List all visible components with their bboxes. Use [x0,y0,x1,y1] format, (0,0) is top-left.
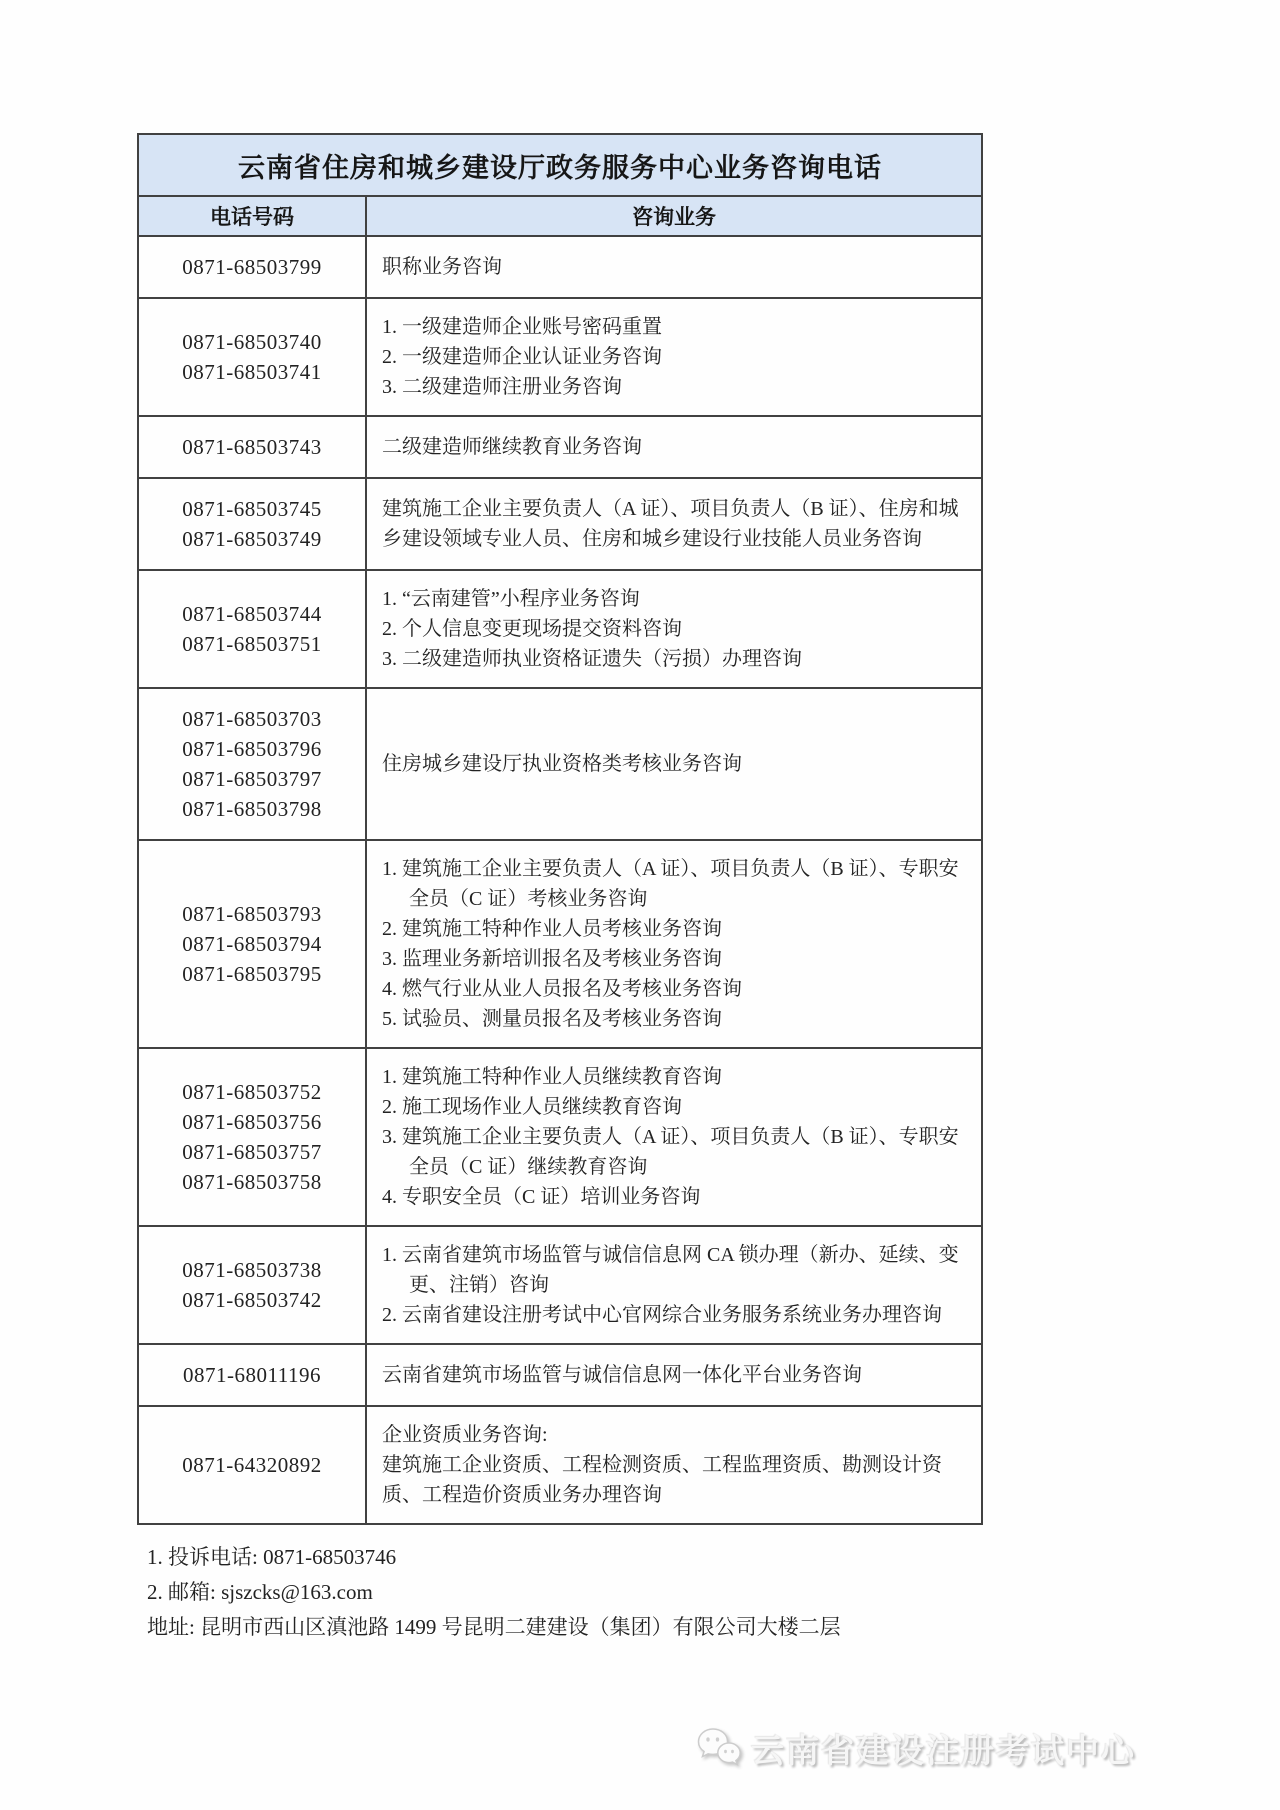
phone-number: 0871-68503758 [182,1170,322,1194]
table-row [138,298,982,416]
wechat-icon [696,1727,742,1769]
phone-cell [138,1048,366,1226]
service-item: 1. 建筑施工企业主要负责人（A 证）、项目负责人（B 证）、专职安全员（C 证）考核业务咨询 [382,858,959,910]
phone-number: 0871-68011196 [183,1363,321,1387]
phone-number: 0871-68503796 [182,737,322,761]
email-note: 2. 邮箱: sjszcks@163.com [147,1580,373,1604]
column-header-phone: 电话号码 [138,196,366,236]
phone-directory-table [137,133,983,1525]
service-item: 2. 个人信息变更现场提交资料咨询 [382,618,682,640]
service-cell [366,236,982,298]
phone-number: 0871-68503752 [182,1080,322,1104]
phone-number: 0871-68503799 [182,255,322,279]
page-title: 云南省住房和城乡建设厅政务服务中心业务咨询电话 [138,134,982,196]
phone-cell [138,478,366,570]
phone-cell [138,840,366,1048]
table-row [138,1406,982,1524]
table-row [138,840,982,1048]
table-row [138,416,982,478]
phone-cell [138,1344,366,1406]
phone-cell [138,298,366,416]
service-cell [366,570,982,688]
footer-notes [147,1540,841,1645]
title-row [138,134,982,196]
phone-number: 0871-68503741 [182,360,322,384]
service-cell [366,1226,982,1344]
service-item: 2. 施工现场作业人员继续教育咨询 [382,1096,682,1118]
table-row [138,1226,982,1344]
service-item: 1. “云南建管”小程序业务咨询 [382,588,640,610]
service-cell [366,1344,982,1406]
service-item: 3. 二级建造师注册业务咨询 [382,376,622,398]
service-item: 1. 一级建造师企业账号密码重置 [382,316,662,338]
phone-number: 0871-68503756 [182,1110,322,1134]
service-item: 3. 监理业务新培训报名及考核业务咨询 [382,948,722,970]
phone-number: 0871-68503703 [182,707,322,731]
phone-number: 0871-68503745 [182,497,322,521]
phone-number: 0871-68503751 [182,632,322,656]
phone-number: 0871-68503798 [182,797,322,821]
service-cell [366,298,982,416]
table-row [138,478,982,570]
service-cell [366,1406,982,1524]
phone-number: 0871-68503743 [182,435,322,459]
phone-number: 0871-68503793 [182,902,322,926]
service-cell [366,1048,982,1226]
table-row [138,236,982,298]
phone-number: 0871-68503740 [182,330,322,354]
service-item: 4. 专职安全员（C 证）培训业务咨询 [382,1186,701,1208]
service-cell [366,416,982,478]
phone-number: 0871-64320892 [182,1453,322,1477]
service-item: 职称业务咨询 [382,256,502,278]
service-item: 5. 试验员、测量员报名及考核业务咨询 [382,1008,722,1030]
address-note: 地址: 昆明市西山区滇池路 1499 号昆明二建建设（集团）有限公司大楼二层 [147,1615,841,1639]
complaint-phone-note: 1. 投诉电话: 0871-68503746 [147,1545,397,1569]
phone-number: 0871-68503738 [182,1258,322,1282]
table-row [138,570,982,688]
service-item: 4. 燃气行业从业人员报名及考核业务咨询 [382,978,742,1000]
phone-cell [138,570,366,688]
phone-number: 0871-68503742 [182,1288,322,1312]
service-item: 二级建造师继续教育业务咨询 [382,436,642,458]
service-cell [366,478,982,570]
table-body [138,236,982,1524]
phone-number: 0871-68503795 [182,962,322,986]
service-item: 企业资质业务咨询: [382,1424,548,1446]
service-item: 1. 云南省建筑市场监管与诚信信息网 CA 锁办理（新办、延续、变更、注销）咨询 [382,1244,959,1296]
watermark-text: 云南省建设注册考试中心 [751,1733,1136,1770]
phone-number: 0871-68503744 [182,602,322,626]
phone-number: 0871-68503757 [182,1140,322,1164]
phone-cell [138,1406,366,1524]
service-cell [366,688,982,840]
service-cell [366,840,982,1048]
service-item: 3. 二级建造师执业资格证遗失（污损）办理咨询 [382,648,802,670]
table-row [138,1344,982,1406]
phone-number: 0871-68503797 [182,767,322,791]
service-item: 2. 建筑施工特种作业人员考核业务咨询 [382,918,722,940]
service-item: 云南省建筑市场监管与诚信信息网一体化平台业务咨询 [382,1364,862,1386]
phone-cell [138,236,366,298]
header-row [138,196,982,236]
service-item: 住房城乡建设厅执业资格类考核业务咨询 [382,753,742,775]
phone-number: 0871-68503794 [182,932,322,956]
phone-cell [138,416,366,478]
service-item: 2. 一级建造师企业认证业务咨询 [382,346,662,368]
service-item: 3. 建筑施工企业主要负责人（A 证）、项目负责人（B 证）、专职安全员（C 证）继续教育咨询 [382,1126,959,1178]
service-item: 建筑施工企业主要负责人（A 证）、项目负责人（B 证）、住房和城乡建设领域专业人员、住房和城乡建设行业技能人员业务咨询 [382,498,959,550]
watermark [696,1722,1136,1774]
phone-cell [138,688,366,840]
service-item: 2. 云南省建设注册考试中心官网综合业务服务系统业务办理咨询 [382,1304,942,1326]
phone-cell [138,1226,366,1344]
table-row [138,688,982,840]
service-item: 建筑施工企业资质、工程检测资质、工程监理资质、勘测设计资质、工程造价资质业务办理咨询 [382,1454,942,1506]
table-row [138,1048,982,1226]
service-item: 1. 建筑施工特种作业人员继续教育咨询 [382,1066,722,1088]
phone-number: 0871-68503749 [182,527,322,551]
phone-directory-table-wrap [137,133,983,1525]
column-header-service: 咨询业务 [366,196,982,236]
